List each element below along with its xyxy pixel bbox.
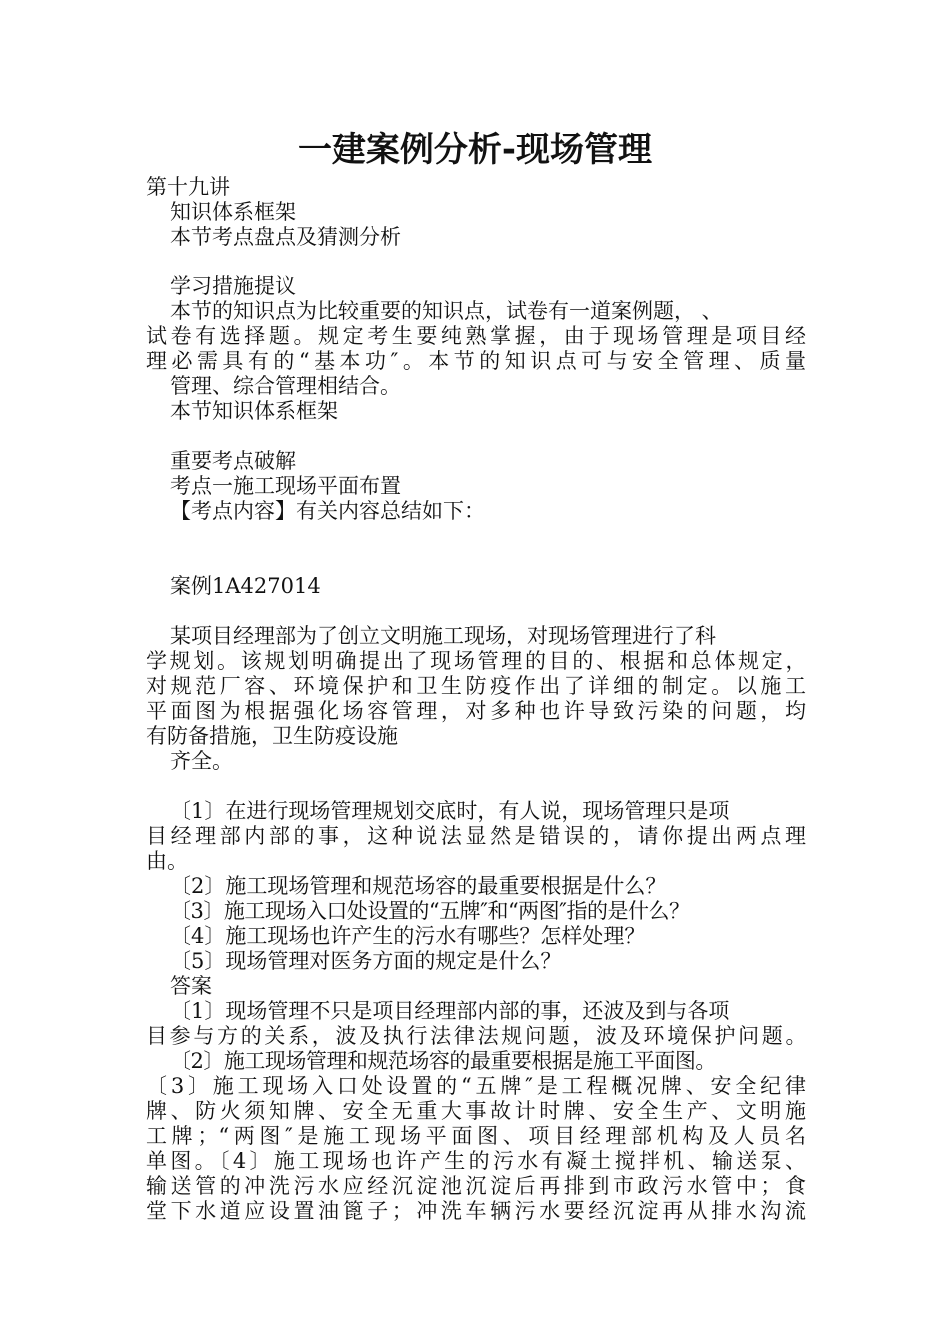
text-line: 〔5〕现场管理对医务方面的规定是什么？ xyxy=(170,949,562,973)
text-line: 平面图为根据强化场容管理，对多种也许导致污染的问题，均 xyxy=(146,699,806,723)
text-line: 齐全。 xyxy=(170,749,233,773)
text-line: 输送管的冲洗污水应经沉淀池沉淀后再排到市政污水管中；食 xyxy=(146,1174,806,1198)
text-line: 〔3〕施工现场入口处设置的“五牌″和“两图″指的是什么？ xyxy=(170,899,690,923)
text-line: 有防备措施，卫生防疫设施 xyxy=(146,724,398,748)
text-line: 〔4〕施工现场也许产生的污水有哪些？怎样处理？ xyxy=(170,924,646,948)
text-line: 〔2〕施工现场管理和规范场容的最重要根据是什么？ xyxy=(170,874,667,898)
text-line: 学规划。该规划明确提出了现场管理的目的、根据和总体规定， xyxy=(146,649,806,673)
text-line: 目参与方的关系，波及执行法律法规问题，波及环境保护问题。 xyxy=(146,1024,806,1048)
text-line: 本节考点盘点及猜测分析 xyxy=(170,225,401,249)
text-line: 由。 xyxy=(146,849,188,873)
page-title: 一建案例分析-现场管理 xyxy=(297,130,653,170)
text-line: 对规范厂容、环境保护和卫生防疫作出了详细的制定。以施工 xyxy=(146,674,806,698)
text-line: 答案 xyxy=(170,974,212,998)
text-line: 案例1A427014 xyxy=(170,574,321,598)
text-line: 学习措施提议 xyxy=(170,274,296,298)
text-line: 单图。〔4〕施工现场也许产生的污水有凝土搅拌机、输送泵、 xyxy=(146,1149,806,1173)
text-line: 理必需具有的“基本功″。本节的知识点可与安全管理、质量 xyxy=(146,349,806,373)
text-line: 某项目经理部为了创立文明施工现场，对现场管理进行了科 xyxy=(170,624,716,648)
text-line: 【考点内容】有关内容总结如下： xyxy=(170,499,485,523)
text-line: 试卷有选择题。规定考生要纯熟掌握，由于现场管理是项目经 xyxy=(146,324,806,348)
text-line: 〔2〕施工现场管理和规范场容的最重要根据是施工平面图。 xyxy=(170,1049,716,1073)
text-line: 目经理部内部的事，这种说法显然是错误的，请你提出两点理 xyxy=(146,824,806,848)
text-line: 考点一施工现场平面布置 xyxy=(170,474,401,498)
text-line: 知识体系框架 xyxy=(170,200,296,224)
text-line: 管理、综合管理相结合。 xyxy=(170,374,401,398)
text-line: 〔3〕施工现场入口处设置的“五牌″是工程概况牌、安全纪律 xyxy=(146,1074,806,1098)
text-line: 本节的知识点为比较重要的知识点，试卷有一道案例题， 、 xyxy=(170,299,723,323)
text-line: 本节知识体系框架 xyxy=(170,399,338,423)
text-line: 重要考点破解 xyxy=(170,449,296,473)
text-line: 〔1〕在进行现场管理规划交底时，有人说，现场管理只是项 xyxy=(170,799,730,823)
text-line: 第十九讲 xyxy=(146,175,230,199)
text-line: 牌、防火须知牌、安全无重大事故计时牌、安全生产、文明施 xyxy=(146,1099,806,1123)
text-line: 〔1〕现场管理不只是项目经理部内部的事，还波及到与各项 xyxy=(170,999,730,1023)
text-line: 堂下水道应设置油篦子；冲洗车辆污水要经沉淀再从排水沟流 xyxy=(146,1199,806,1223)
text-line: 工牌；“两图″是施工现场平面图、项目经理部机构及人员名 xyxy=(146,1124,806,1148)
